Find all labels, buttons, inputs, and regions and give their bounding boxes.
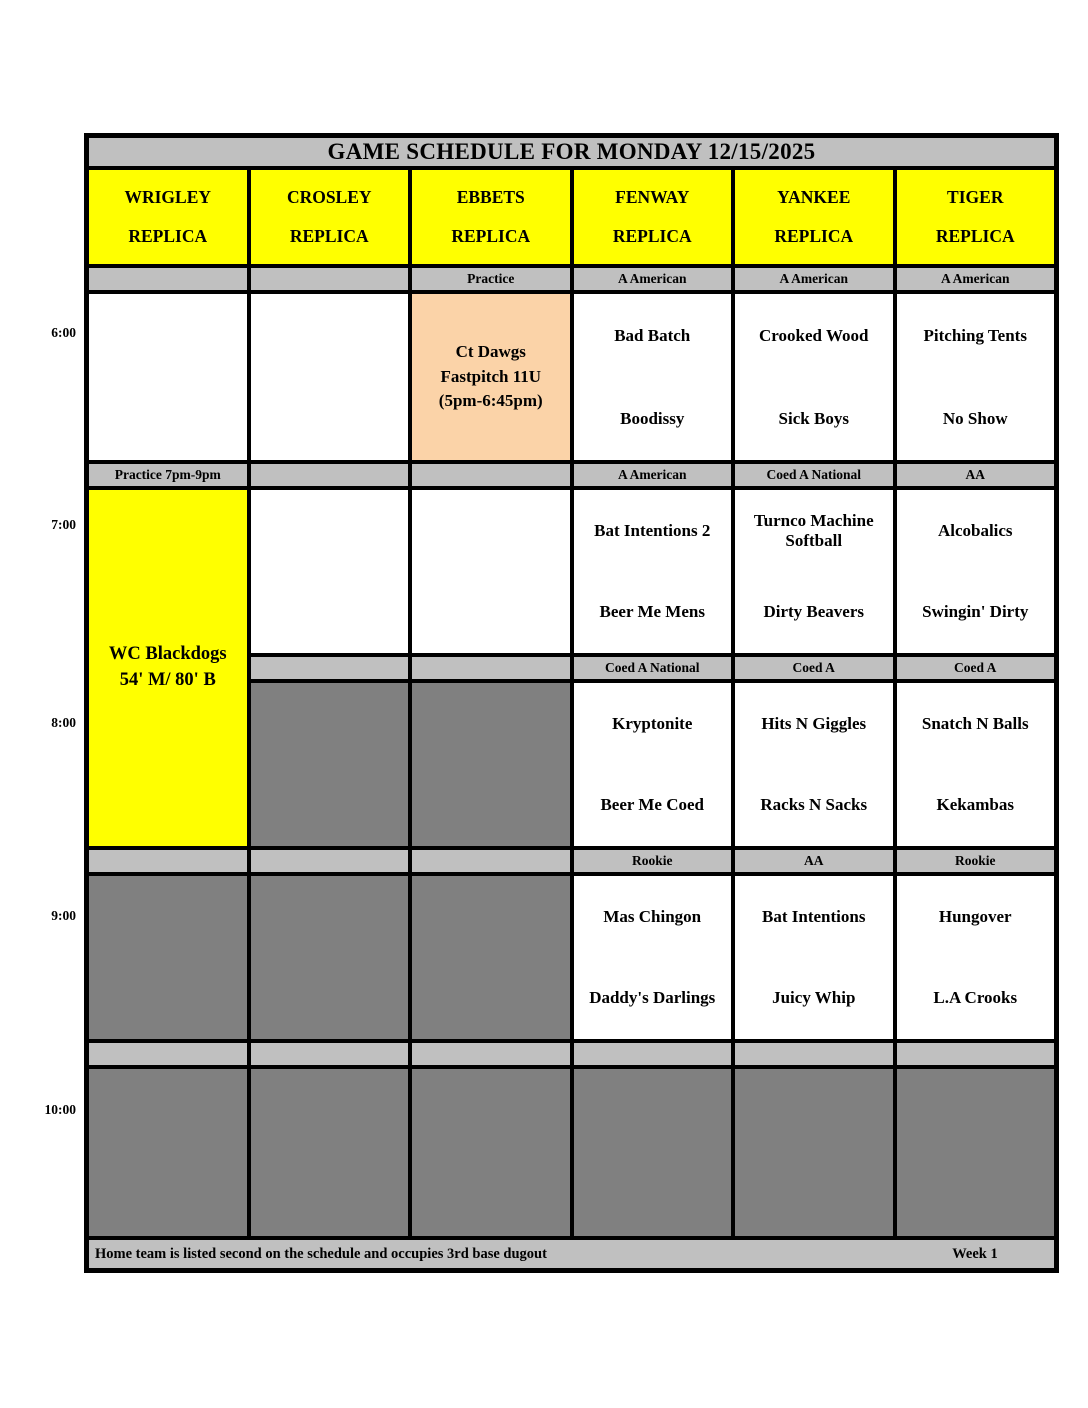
division-bar-yankee-800: Coed A	[735, 657, 893, 679]
home-team: L.A Crooks	[933, 988, 1018, 1008]
away-team: Hungover	[938, 906, 1012, 926]
home-team-note: Home team is listed second on the schedule and occupies 3rd base dugout	[95, 1245, 547, 1262]
blocked-cell-yankee-1000	[735, 1069, 893, 1236]
away-team: Bat Intentions	[762, 906, 866, 926]
home-team: Beer Me Coed	[600, 795, 705, 815]
division-bar-ebbets-900	[412, 850, 570, 872]
division-bar-wrigley-700: Practice 7pm-9pm	[89, 464, 247, 486]
division-bar-fenway-1000	[574, 1043, 732, 1065]
away-team: Crooked Wood	[759, 325, 869, 345]
division-bar-fenway-700: A American	[574, 464, 732, 486]
game-cell-tiger-700	[897, 490, 1055, 653]
game-cell-fenway-700	[574, 490, 732, 653]
away-team: Hits N Giggles	[761, 713, 867, 733]
away-team: Pitching Tents	[923, 325, 1027, 345]
blocked-cell-fenway-1000	[574, 1069, 732, 1236]
division-bar-yankee-1000	[735, 1043, 893, 1065]
empty-cell-wrigley-600	[89, 294, 247, 460]
field-name: CROSLEY	[286, 187, 372, 208]
game-cell-yankee-700	[735, 490, 893, 653]
game-cell-tiger-900	[897, 876, 1055, 1039]
blocked-cell-ebbets-1000	[412, 1069, 570, 1236]
home-team: Sick Boys	[778, 408, 849, 428]
game-cell-fenway-800	[574, 683, 732, 846]
field-name: EBBETS	[456, 187, 525, 208]
division-bar-fenway-800: Coed A National	[574, 657, 732, 679]
game-cell-yankee-800	[735, 683, 893, 846]
blocked-cell-ebbets-900	[412, 876, 570, 1039]
division-bar-yankee-900: AA	[735, 850, 893, 872]
practice-team: WC Blackdogs	[108, 644, 227, 665]
home-team: Racks N Sacks	[760, 795, 868, 815]
away-team: Snatch N Balls	[921, 713, 1029, 733]
home-team: Juicy Whip	[772, 988, 856, 1008]
empty-cell-ebbets-700	[412, 490, 570, 653]
division-bar-ebbets-800	[412, 657, 570, 679]
time-label-9: 9:00	[51, 908, 76, 923]
time-label-6: 6:00	[51, 325, 76, 340]
field-type: REPLICA	[612, 225, 692, 246]
game-cell-tiger-600	[897, 294, 1055, 460]
blocked-cell-crosley-900	[251, 876, 409, 1039]
division-bar-crosley-1000	[251, 1043, 409, 1065]
division-bar-yankee-600: A American	[735, 268, 893, 290]
division-bar-fenway-900: Rookie	[574, 850, 732, 872]
game-cell-yankee-900	[735, 876, 893, 1039]
time-rail	[0, 0, 76, 1408]
game-cell-fenway-600	[574, 294, 732, 460]
week-label: Week 1	[952, 1245, 998, 1262]
footer-bar	[89, 1240, 1054, 1268]
field-header-yankee	[735, 170, 893, 264]
practice-time: (5pm-6:45pm)	[438, 391, 543, 411]
field-name: YANKEE	[777, 187, 851, 208]
away-team: Turnco Machine Softball	[753, 511, 874, 550]
empty-cell-crosley-700	[251, 490, 409, 653]
away-team: Bad Batch	[614, 325, 691, 345]
away-team: Bat Intentions 2	[594, 520, 711, 540]
division-bar-ebbets-700	[412, 464, 570, 486]
blocked-cell-tiger-1000	[897, 1069, 1055, 1236]
practice-detail: Fastpitch 11U	[440, 366, 542, 386]
field-name: TIGER	[947, 187, 1004, 208]
division-bar-fenway-600: A American	[574, 268, 732, 290]
division-bar-wrigley-900	[89, 850, 247, 872]
division-bar-tiger-800: Coed A	[897, 657, 1055, 679]
game-cell-tiger-800	[897, 683, 1055, 846]
time-label-7: 7:00	[51, 517, 76, 532]
division-bar-ebbets-1000	[412, 1043, 570, 1065]
field-type: REPLICA	[289, 225, 369, 246]
blocked-cell-wrigley-1000	[89, 1069, 247, 1236]
field-type: REPLICA	[451, 225, 531, 246]
home-team: Swingin' Dirty	[922, 602, 1029, 622]
home-team: Dirty Beavers	[763, 602, 865, 622]
field-name: FENWAY	[615, 187, 690, 208]
schedule-table	[84, 133, 1059, 1273]
game-cell-fenway-900	[574, 876, 732, 1039]
division-bar-crosley-700	[251, 464, 409, 486]
home-team: Daddy's Darlings	[589, 988, 716, 1008]
blocked-cell-crosley-800	[251, 683, 409, 846]
field-type: REPLICA	[774, 225, 854, 246]
blocked-cell-crosley-1000	[251, 1069, 409, 1236]
home-team: Kekambas	[936, 795, 1014, 815]
division-bar-yankee-700: Coed A National	[735, 464, 893, 486]
division-bar-crosley-600	[251, 268, 409, 290]
division-bar-wrigley-600	[89, 268, 247, 290]
blocked-cell-wrigley-900	[89, 876, 247, 1039]
division-bar-wrigley-1000	[89, 1043, 247, 1065]
home-team: Beer Me Mens	[599, 602, 705, 622]
field-header-fenway	[574, 170, 732, 264]
division-bar-crosley-800	[251, 657, 409, 679]
game-cell-yankee-600	[735, 294, 893, 460]
home-team: Boodissy	[620, 408, 685, 428]
field-header-wrigley	[89, 170, 247, 264]
empty-cell-crosley-600	[251, 294, 409, 460]
time-label-8: 8:00	[51, 715, 76, 730]
practice-team: Ct Dawgs	[455, 342, 526, 362]
field-name: WRIGLEY	[124, 187, 212, 208]
blocked-cell-ebbets-800	[412, 683, 570, 846]
field-type: REPLICA	[128, 225, 208, 246]
division-bar-tiger-1000	[897, 1043, 1055, 1065]
practice-detail: 54' M/ 80' B	[119, 670, 216, 690]
away-team: Kryptonite	[612, 713, 693, 733]
field-header-crosley	[251, 170, 409, 264]
practice-cell-ebbets-600	[412, 294, 570, 460]
division-bar-tiger-600: A American	[897, 268, 1055, 290]
away-team: Mas Chingon	[603, 906, 702, 926]
division-bar-tiger-700: AA	[897, 464, 1055, 486]
division-bar-ebbets-600: Practice	[412, 268, 570, 290]
division-bar-tiger-900: Rookie	[897, 850, 1055, 872]
field-header-tiger	[897, 170, 1055, 264]
division-bar-crosley-900	[251, 850, 409, 872]
practice-block-wrigley	[89, 490, 247, 846]
schedule-title: GAME SCHEDULE FOR MONDAY 12/15/2025	[89, 138, 1054, 166]
time-label-10: 10:00	[44, 1102, 76, 1117]
field-type: REPLICA	[935, 225, 1015, 246]
field-header-ebbets	[412, 170, 570, 264]
home-team: No Show	[942, 408, 1008, 428]
away-team: Alcobalics	[937, 520, 1013, 540]
